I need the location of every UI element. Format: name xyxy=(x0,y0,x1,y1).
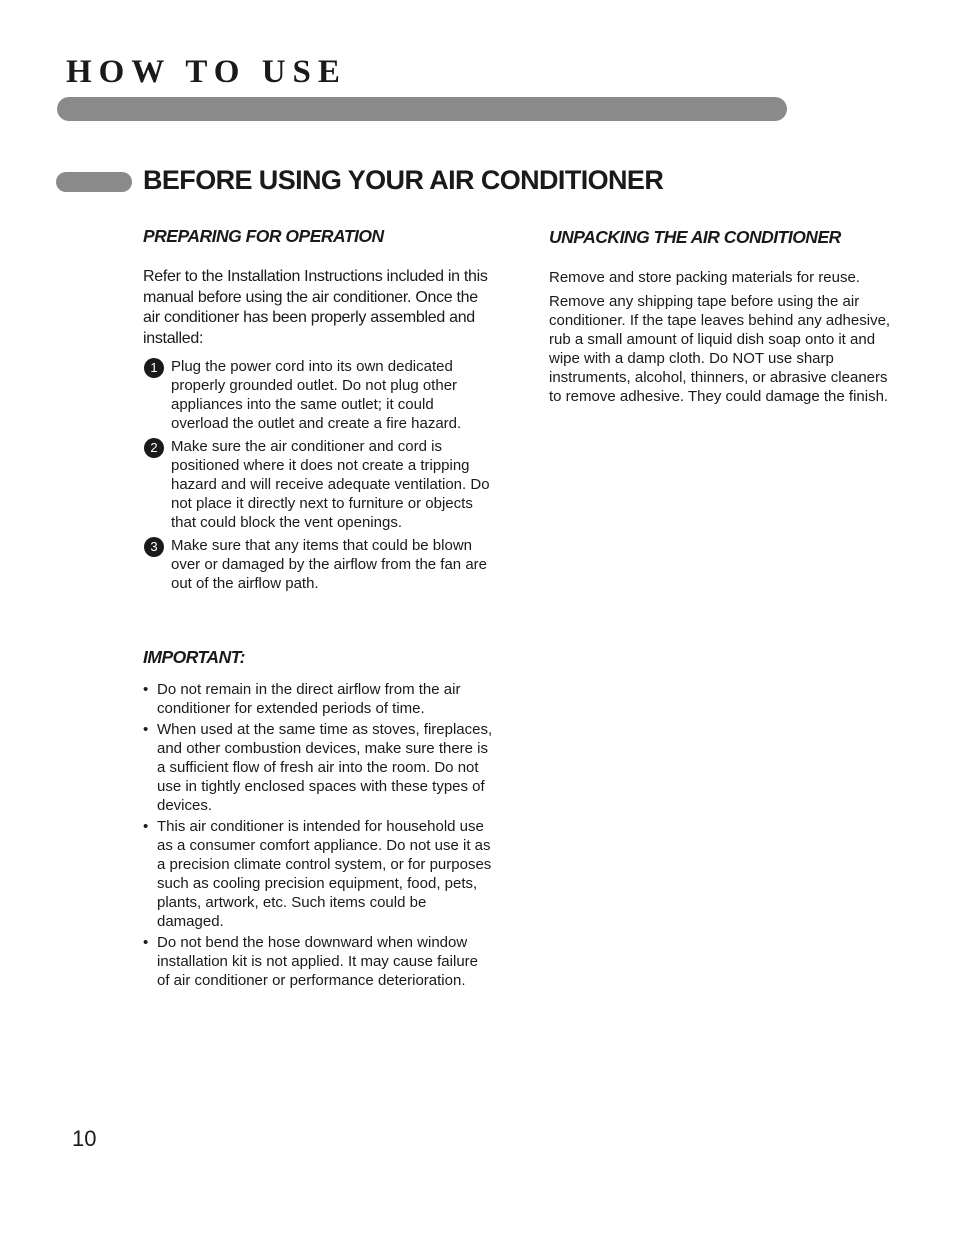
page-header-title: HOW TO USE xyxy=(66,54,347,90)
important-list xyxy=(143,680,493,990)
step-item xyxy=(143,536,493,593)
step-item xyxy=(143,437,493,532)
section-pill-marker xyxy=(56,172,132,192)
step-text: Make sure that any items that could be blown over or damaged by the airflow from the fan are out of the airflow path. xyxy=(171,537,487,592)
preparing-intro: Refer to the Installation Instructions included in this manual before using the air conditioner. Once the air conditioner has been properly assembled and installed: xyxy=(143,268,488,347)
preparing-heading: PREPARING FOR OPERATION xyxy=(143,226,384,246)
step-number-badge: 3 xyxy=(144,537,164,557)
important-item: • When used at the same time as stoves, fireplaces, and other combustion devices, make sure there is a sufficient flow of fresh air into the room. Do not use in tightly enclosed spaces with these types of devices. xyxy=(143,720,493,815)
right-column xyxy=(549,227,894,406)
page-number: 10 xyxy=(72,1126,97,1151)
section-title: BEFORE USING YOUR AIR CONDITIONER xyxy=(143,165,664,195)
header-bar xyxy=(57,97,787,121)
unpacking-heading: UNPACKING THE AIR CONDITIONER xyxy=(549,227,841,247)
important-item: • Do not remain in the direct airflow from the air conditioner for extended periods of time. xyxy=(143,680,493,718)
left-column xyxy=(143,226,493,992)
important-heading: IMPORTANT: xyxy=(143,647,245,667)
unpacking-paragraph: Remove any shipping tape before using the air conditioner. If the tape leaves behind any adhesive, rub a small amount of liquid dish soap onto it and wipe with a damp cloth. Do NOT use sharp instruments, alcohol, thinners, or abrasive cleaners to remove adhesive. They could damage the finish. xyxy=(549,293,891,405)
important-item: • Do not bend the hose downward when window installation kit is not applied. It may cause failure of air conditioner or performance deterioration. xyxy=(143,933,493,990)
important-item: • This air conditioner is intended for household use as a consumer comfort appliance. Do not use it as a precision climate control system, or for purposes such as cooling precision equipment, food, pets, plants, artwork, etc. Such items could be damaged. xyxy=(143,817,493,931)
step-number-badge: 1 xyxy=(144,358,164,378)
step-item xyxy=(143,357,493,433)
preparing-steps xyxy=(143,357,493,593)
unpacking-paragraph: Remove and store packing materials for reuse. xyxy=(549,269,860,286)
step-text: Make sure the air conditioner and cord is positioned where it does not create a tripping hazard and will receive adequate ventilation. Do not place it directly next to furniture or objects that could block the vent openings. xyxy=(171,438,490,531)
step-text: Plug the power cord into its own dedicated properly grounded outlet. Do not plug other appliances into the same outlet; it could overload the outlet and create a fire hazard. xyxy=(171,358,462,432)
step-number-badge: 2 xyxy=(144,438,164,458)
